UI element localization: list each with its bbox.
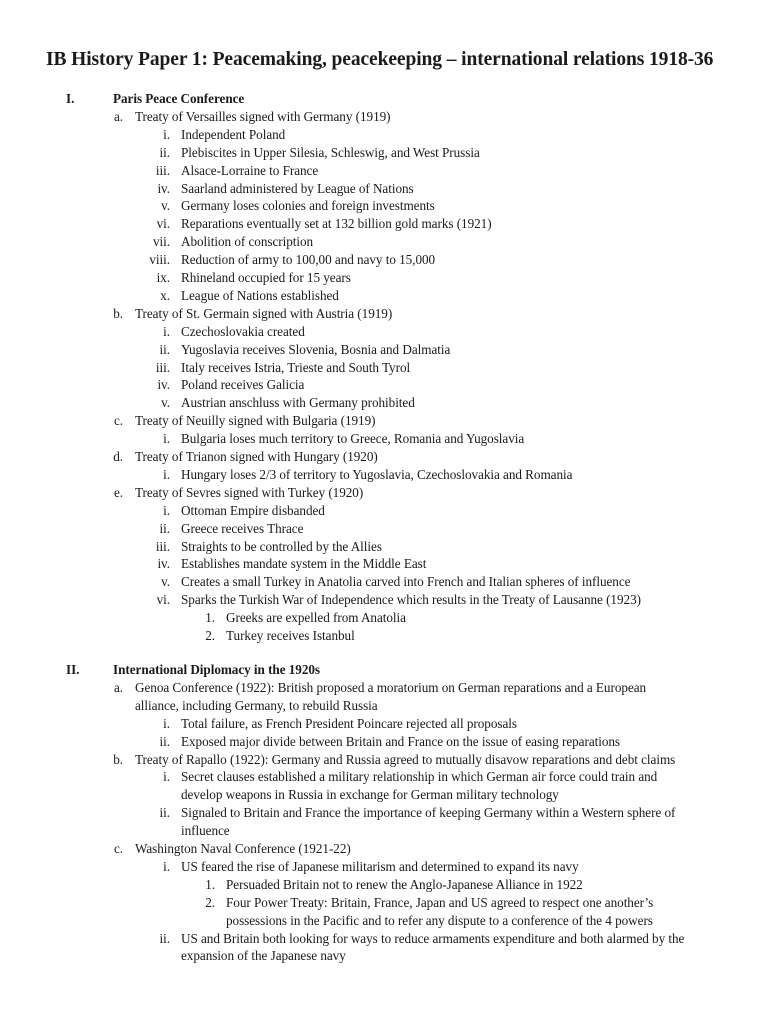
outline-subitem: Total failure, as French President Poincare rejected all proposals bbox=[181, 715, 517, 731]
outline-subitem: Creates a small Turkey in Anatolia carved into French and Italian spheres of influence bbox=[181, 574, 631, 590]
outline-subitem: League of Nations established bbox=[181, 287, 339, 303]
outline-subitem: Independent Poland bbox=[181, 126, 286, 142]
subitem-marker: iv. bbox=[157, 556, 170, 572]
outline-subsubitem: Turkey receives Istanbul bbox=[226, 628, 355, 643]
subitem-marker: ii. bbox=[159, 930, 170, 946]
outline-subitem: Reparations eventually set at 132 billion gold marks (1921) bbox=[181, 216, 492, 232]
subitem-marker: i. bbox=[163, 715, 170, 731]
subitem-marker: v. bbox=[161, 395, 170, 411]
subitem-marker: i. bbox=[163, 769, 170, 785]
subitem-marker: i. bbox=[163, 126, 170, 142]
subitem-marker: v. bbox=[161, 198, 170, 214]
outline-subitem: Ottoman Empire disbanded bbox=[181, 502, 325, 518]
outline-subitem: Hungary loses 2/3 of territory to Yugoslavia, Czechoslovakia and Romania bbox=[181, 466, 573, 482]
subitem-marker: i. bbox=[163, 466, 170, 482]
subitem-marker: ii. bbox=[159, 733, 170, 749]
outline-subitem: Establishes mandate system in the Middle East bbox=[181, 556, 427, 572]
subitem-marker: iii. bbox=[155, 538, 170, 554]
item-marker: a. bbox=[113, 108, 123, 124]
outline-subitem: Straights to be controlled by the Allies bbox=[181, 538, 382, 554]
outline-subitem: Signaled to Britain and France the importance of keeping Germany within a Western sphere of bbox=[181, 805, 676, 821]
outline-subitem: Greece receives Thrace bbox=[181, 520, 304, 536]
subitem-marker: vi. bbox=[156, 592, 170, 608]
outline-subitem: Saarland administered by League of Nations bbox=[181, 180, 414, 196]
subitem-marker: i. bbox=[163, 502, 170, 518]
subitem-marker: ii. bbox=[159, 144, 170, 160]
outline-subitem: Exposed major divide between Britain and France on the issue of easing reparations bbox=[181, 733, 621, 749]
subitem-marker: iv. bbox=[157, 180, 170, 196]
subitem-marker: iii. bbox=[155, 359, 170, 375]
subitem-marker: i. bbox=[163, 858, 170, 874]
item-marker: c. bbox=[113, 841, 123, 856]
item-marker: b. bbox=[113, 751, 123, 767]
outline-item: alliance, including Germany, to rebuild Russia bbox=[135, 697, 378, 713]
outline-subitem: Abolition of conscription bbox=[181, 234, 314, 250]
section-heading: Paris Peace Conference bbox=[113, 91, 245, 106]
subsubitem-marker: 1. bbox=[205, 610, 215, 626]
subitem-marker: ix. bbox=[156, 270, 170, 285]
subitem-marker: viii. bbox=[149, 252, 170, 268]
item-marker: c. bbox=[113, 413, 123, 429]
outline-item: Treaty of St. Germain signed with Austria (1919) bbox=[135, 305, 393, 321]
outline-subitem: develop weapons in Russia in exchange for German military technology bbox=[181, 787, 559, 803]
outline-subsubitem: Greeks are expelled from Anatolia bbox=[226, 610, 406, 626]
subitem-marker: x. bbox=[160, 287, 170, 303]
subsubitem-marker: 2. bbox=[205, 894, 215, 910]
outline-subitem: US feared the rise of Japanese militarism and determined to expand its navy bbox=[181, 858, 579, 874]
outline-subsubitem: possessions in the Pacific and to refer any dispute to a conference of the 4 powers bbox=[226, 912, 653, 928]
section-heading: International Diplomacy in the 1920s bbox=[113, 662, 321, 677]
outline-subitem: Czechoslovakia created bbox=[181, 323, 305, 339]
outline-subitem: Secret clauses established a military relationship in which German air force could train and bbox=[181, 769, 658, 785]
section-numeral: I. bbox=[66, 91, 75, 106]
subitem-marker: ii. bbox=[159, 341, 170, 357]
subitem-marker: iv. bbox=[157, 377, 170, 393]
outline-subitem: Poland receives Galicia bbox=[181, 377, 305, 393]
subitem-marker: vii. bbox=[152, 234, 170, 250]
outline-item: Treaty of Sevres signed with Turkey (1920) bbox=[135, 484, 364, 500]
subitem-marker: i. bbox=[163, 323, 170, 339]
outline-subitem: expansion of the Japanese navy bbox=[181, 948, 346, 964]
outline-subsubitem: Persuaded Britain not to renew the Anglo-Japanese Alliance in 1922 bbox=[226, 876, 583, 892]
page-title: IB History Paper 1: Peacemaking, peacekeeping – international relations 1918-36 bbox=[46, 49, 714, 70]
outline-subitem: Rhineland occupied for 15 years bbox=[181, 270, 351, 285]
outline-item: Treaty of Rapallo (1922): Germany and Russia agreed to mutually disavow reparations and debt claims bbox=[135, 751, 676, 767]
outline-item: Treaty of Versailles signed with Germany (1919) bbox=[135, 108, 391, 124]
subitem-marker: v. bbox=[161, 574, 170, 590]
outline-subitem: Plebiscites in Upper Silesia, Schleswig, and West Prussia bbox=[181, 144, 480, 160]
outline-subitem: Austrian anschluss with Germany prohibited bbox=[181, 395, 415, 411]
subsubitem-marker: 1. bbox=[205, 876, 215, 892]
outline-subitem: Germany loses colonies and foreign investments bbox=[181, 198, 435, 214]
subitem-marker: ii. bbox=[159, 805, 170, 821]
outline-subitem: Bulgaria loses much territory to Greece, Romania and Yugoslavia bbox=[181, 431, 525, 447]
outline-subitem: Reduction of army to 100,00 and navy to 15,000 bbox=[181, 252, 436, 268]
outline-item: Genoa Conference (1922): British proposed a moratorium on German reparations and a European bbox=[135, 679, 647, 695]
outline-subitem: Alsace-Lorraine to France bbox=[181, 162, 319, 178]
outline-item: Washington Naval Conference (1921-22) bbox=[135, 841, 351, 856]
item-marker: d. bbox=[113, 449, 123, 464]
outline-subitem: Italy receives Istria, Trieste and South Tyrol bbox=[181, 359, 411, 375]
outline-subsubitem: Four Power Treaty: Britain, France, Japan and US agreed to respect one another’s bbox=[226, 894, 654, 910]
outline-item: Treaty of Trianon signed with Hungary (1920) bbox=[135, 449, 378, 464]
outline-subitem: Sparks the Turkish War of Independence which results in the Treaty of Lausanne (1923) bbox=[181, 592, 641, 608]
outline-subitem: US and Britain both looking for ways to reduce armaments expenditure and both alarmed by the bbox=[181, 930, 685, 946]
item-marker: a. bbox=[113, 679, 123, 695]
subitem-marker: vi. bbox=[156, 216, 170, 232]
subitem-marker: iii. bbox=[155, 162, 170, 178]
outline-item: Treaty of Neuilly signed with Bulgaria (1919) bbox=[135, 413, 376, 429]
outline-subitem: Yugoslavia receives Slovenia, Bosnia and Dalmatia bbox=[181, 341, 451, 357]
outline-subitem: influence bbox=[181, 823, 230, 839]
item-marker: b. bbox=[113, 305, 123, 321]
subsubitem-marker: 2. bbox=[205, 628, 215, 643]
subitem-marker: i. bbox=[163, 431, 170, 447]
subitem-marker: ii. bbox=[159, 520, 170, 536]
section-numeral: II. bbox=[66, 662, 80, 677]
item-marker: e. bbox=[113, 484, 123, 500]
